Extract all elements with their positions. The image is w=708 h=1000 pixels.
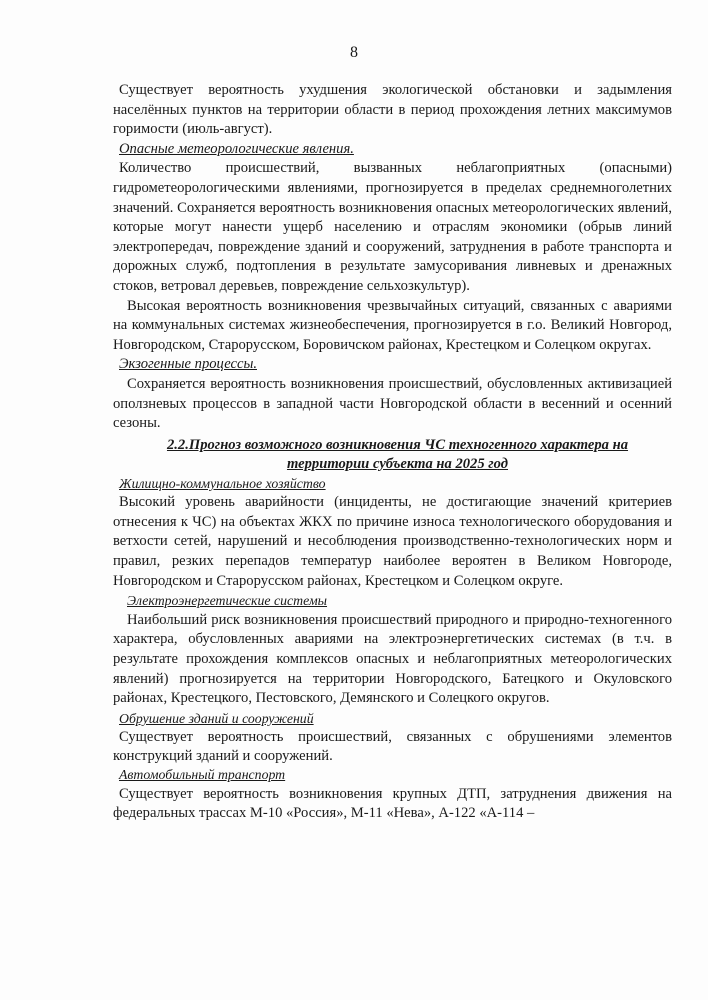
paragraph-landslides: Сохраняется вероятность возникновения происшествий, обусловленных активизацией оползневых процессов в западной части Новгородской области в весенний и осенний сезоны. xyxy=(113,375,672,432)
section-heading-technogenic xyxy=(113,436,672,474)
paragraph-meteo: Количество происшествий, вызванных неблагоприятных (опасными) гидрометеорологическими явлениями, прогнозируется в пределах среднемноголетних значений. Сохраняется вероятность возникновения опасных метеорологических явлений, которые могут нанести ущерб населению и отраслям экономики (обрыв линий электропередач, повреждение зданий и сооружений, затруднения в работе транспорта и дорожных служб, подтопления в результате замусоривания ливневых и дренажных стоков, ветровал деревьев, повреждение сельхозкультур). xyxy=(113,160,672,294)
page-number: 8 xyxy=(350,44,358,61)
paragraph-housing: Высокий уровень аварийности (инциденты, не достигающие значений критериев отнесения к ЧС) на объектах ЖКХ по причине износа технологического оборудования и ветхости сетей, нарушений и несоблюдения производственно-технологических норм и правил, резких перепадов температур наиболее вероятен в Великом Новгороде, Новгородском и Старорусском районах, Крестецком и Солецком округе. xyxy=(113,494,672,589)
paragraph-power-systems: Наибольший риск возникновения происшествий природного и природно-техногенного характера, обусловленных авариями на электроэнергетических системах (в т.ч. в результате прохождения комплексов опасных и неблагоприятных метеорологических явлений) прогнозируется на территории Новгородского, Батецкого и Окуловского районах, Крестецкого, Пестовского, Демянского и Солецкого округов. xyxy=(113,611,672,707)
subheading-meteo: Опасные метеорологические явления. xyxy=(119,140,354,157)
subheading-power-systems: Электроэнергетические системы xyxy=(127,593,328,609)
subheading-exogenous: Экзогенные процессы. xyxy=(119,356,257,373)
section-heading-line2: территории субъекта на 2025 год xyxy=(286,455,509,472)
section-heading-line1: 2.2.Прогноз возможного возникновения ЧС техногенного характера на xyxy=(166,436,629,453)
paragraph-ecology-smoke: Существует вероятность ухудшения экологической обстановки и задымления населённых пунктов на территории области в период прохождения летних максимумов горимости (июль-август). xyxy=(113,82,672,138)
subheading-road-transport: Автомобильный транспорт xyxy=(119,767,286,783)
subheading-building-collapse: Обрушение зданий и сооружений xyxy=(119,710,314,726)
paragraph-utilities-risk: Высокая вероятность возникновения чрезвычайных ситуаций, связанных с авариями на коммунальных системах жизнеобеспечения, прогнозируется в г.о. Великий Новгород, Новгородском, Старорусском, Боровичском районах, Крестецком и Солецком округах. xyxy=(113,297,672,353)
subheading-housing: Жилищно-коммунальное хозяйство xyxy=(119,475,326,491)
page-content xyxy=(113,81,672,822)
paragraph-building-collapse: Существует вероятность происшествий, связанных с обрушениями элементов конструкций зданий и сооружений. xyxy=(113,729,672,764)
paragraph-road-transport: Существует вероятность возникновения крупных ДТП, затруднения движения на федеральных трассах М-10 «Россия», М-11 «Нева», А-122 «А-114 – xyxy=(113,786,672,821)
